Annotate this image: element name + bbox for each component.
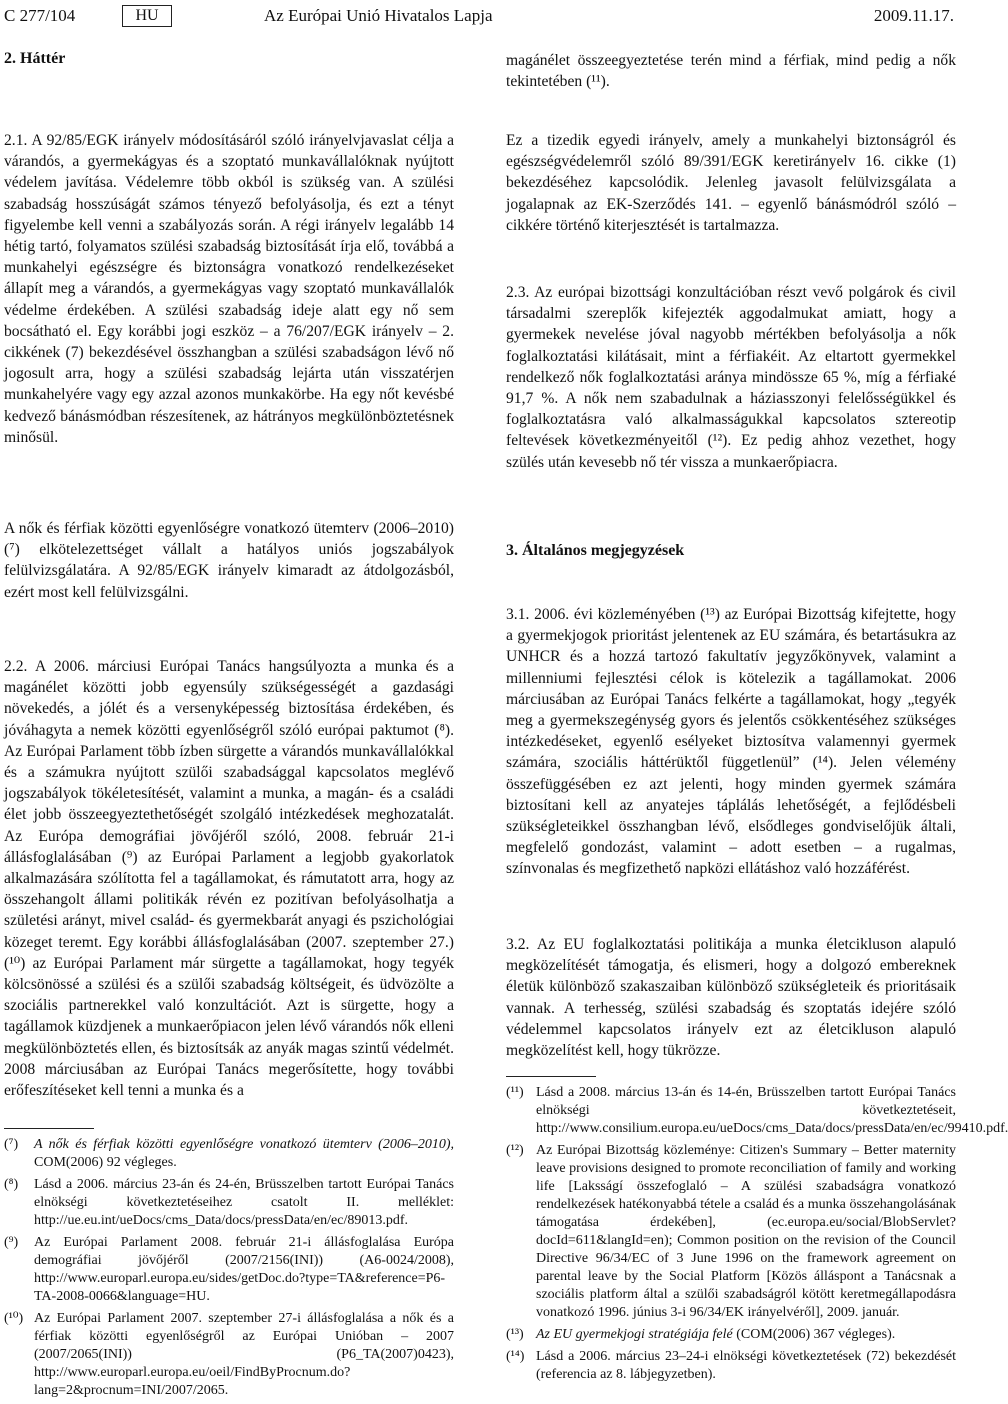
footnote-text: Lásd a 2006. március 23-án és 24-én, Brüsszelben tartott Európai Tanács elnökségi következtetéseihez csatolt II. melléklet: http://ue.eu.int/ueDocs/cms_Data/docs/pressData/en/ec/89013.pdf. [34, 1177, 454, 1228]
page-ref: C 277/104 [4, 6, 76, 25]
footnote-text: Az Európai Parlament 2007. szeptember 27-i állásfoglalása a nők és a férfiak közötti egyenlőségről az Európai Unióban – 2007 (2007/2065(INI)) (P6_TA(2007)0423), http://www.europarl.europa.eu/oeil/FindByProcnum.do?lang=2&procnum=INI/2007/2065. [34, 1311, 454, 1398]
publication-date: 2009.11.17. [873, 6, 954, 25]
paragraph-3-1: 3.1. 2006. évi közleményében (¹³) az Európai Bizottság kifejtette, hogy a gyermekjogok prioritást jelentenek az EU számára, és betartásukra az UNHCR és a hozzá tartozó fakultatív jegyzőkönyvek, valamint a millenniumi fejlesztési célok is kötelezik a tagállamokat. 2006 márciusában az Európai Tanács felkérte a tagállamokat, hogy „tegyék meg a gyermekszegénység gyors és jelentős csökkentéséhez szükséges intézkedéseket, egyenlő esélyeket biztosítva valamennyi gyermek számára, szociális háttérüktől függetlenül” (¹⁴). Jelen vélemény összefüggésében ez azt jelenti, hogy minden gyermek számára biztosítani kell az anyatejes táplálás lehetőségét, a fejlődésbeli szükségleteikkel összhangban lévő, elsődleges gondviselőjük általi, megfelelő gondozást, valamint – adott esetben – a rugalmas, színvonalas és megfizethető napközi ellátáshoz való hozzáférést. [506, 606, 956, 878]
footnote-number: (⁹) [4, 1235, 19, 1250]
section-heading-background: 2. Háttér [4, 50, 66, 67]
paragraph-directive: Ez a tizedik egyedi irányelv, amely a munkahelyi biztonságról és egészségvédelemről szóló 89/391/EGK keretirányelv 16. cikke (1) bekezdéséhez kapcsolódik. Jelenleg javasolt felülvizsgálata a jogalapnak az EK-Szerződés 141. – egyenlő bánásmódról szóló – cikkére történő kiterjesztését is tartalmazza. [506, 132, 956, 234]
footnote-separator [4, 1128, 94, 1129]
footnote [506, 1084, 1008, 1138]
footnote-italic-text: A nők és férfiak közötti egyenlőségre vonatkozó ütemterv (2006–2010), [34, 1137, 454, 1152]
footnote-number: (¹⁰) [4, 1311, 24, 1326]
footnote-text: Az Európai Parlament 2008. február 21-i állásfoglalása Európa demográfiai jövőjéről (2007/2156(INI)) (A6-0024/2008), http://www.europarl.europa.eu/sides/getDoc.do?type=TA&reference=P6-TA-2008-0066&language=HU. [34, 1235, 454, 1304]
footnote-text: COM(2006) 92 végleges. [34, 1155, 177, 1170]
paragraph-2-3: 2.3. Az európai bizottsági konzultációban részt vevő polgárok és civil társadalmi szereplők kifejezték aggodalmukat amiatt, hogy a gyermekek nevelése jóval nagyobb mértékben befolyásolja a nők foglalkoztatási kilátásait, mint a férfiakéit. Az eltartott gyermekkel rendelkező nők foglalkoztatási aránya mindössze 65 %, míg a férfiaké 91,7 %. A nők nem szabadulnak a háziasszonyi felelősségükkel és foglalkoztatásra való alkalmasságukkal kapcsolatos sztereotip feltevések következményeitől (¹²). Ez pedig ahhoz vezethet, hogy szülés után kevesebb nő tér vissza a munkaerőpiacra. [506, 284, 956, 471]
footnote-number: (¹³) [506, 1327, 524, 1342]
paragraph-2-1: 2.1. A 92/85/EGK irányelv módosításáról szóló irányelvjavaslat célja a várandós, a gyermekágyas és a szoptató munkavállalóknak nyújtott védelem javítása. Védelemre több okból is szükség van. A szülési szabadság hosszúságát számos tényező befolyásolja, és ezt a tényt figyelembe kell venni a szabályozás során. A régi irányelv legalább 14 hétig tartó, folyamatos szülési szabadság biztosítását írja elő, továbbá a munkahelyi egészségre és biztonságra vonatkozó rendelkezéseket állapít meg a várandós, a gyermekágyas vagy szoptató munkavállalók védelme érdekében. A szülési szabadság ideje alatt egy nő sem bocsátható el. Egy korábbi jogi eszköz – a 76/207/EGK irányelv – 2. cikkének (7) bekezdésével összhangban a szülési szabadságon lévő nő jogosult arra, hogy a szülési szabadság lejárta után visszatérjen munkahelyére vagy egy azzal azonos munkakörbe. Ha egy nőt kevésbé kedvező bánásmódban részesítenek, az hátrányos megkülönböztetésnek minősül. [4, 132, 454, 446]
footnote-number: (¹¹) [506, 1085, 524, 1100]
footnote-italic-text: Az EU gyermekjogi stratégiája felé [536, 1327, 733, 1342]
footnote-number: (⁷) [4, 1137, 19, 1152]
footnote-text: Lásd a 2006. március 23–24-i elnökségi következtetések (72) bekezdését (referencia az 8. lábjegyzetben). [536, 1349, 956, 1382]
footnote-text: (COM(2006) 367 végleges). [732, 1327, 896, 1342]
footnotes-left [4, 1136, 454, 1404]
paragraph-2-2: 2.2. A 2006. márciusi Európai Tanács hangsúlyozta a munka és a magánélet közötti jobb egyensúly szükségességét a gazdasági növekedés, a jólét és a versenyképesség biztosítása érdekében, és jóváhagyta a nemek közötti egyenlőségről szóló európai paktumot (⁸). Az Európai Parlament több ízben sürgette a várandós munkavállalókkal és a számukra nyújtott szülői szabadsággal kapcsolatos meglévő jogszabályok tökéletesítését, valamint a munka, a magán- és a családi élet jobb összeegyeztethetőségét szolgáló intézkedések meghozatalát. Az Európa demográfiai jövőjéről szóló, 2008. február 21-i állásfoglalásában (⁹) az Európai Parlament a legjobb gyakorlatok alkalmazására szólította fel a tagállamokat, és rámutatott arra, hogy az összehangolt állami politikák révén ez pozitívan befolyásolhatja a születési arányt, mivel család- és gyermekbarát anyagi és pszichológiai közeget teremt. Egy korábbi állásfoglalásában (2007. szeptember 27.) (¹⁰) az Európai Parlament már sürgette a tagállamokat, hogy tegyék kölcsönössé a szülési és a szülői szabadság költségeit, és üdvözölte a szociális partnerekkel való konzultációt. Azt is sürgette, hogy a tagállamok küzdjenek a munkaerőpiacon jelen lévő várandós nők elleni megkülönböztetés ellen, és biztosítsák az anyák magas szintű védelmét. 2008 márciusában az Európai Tanács megerősítette, hogy további erőfeszítéseket kell tenni a munka és a [4, 658, 454, 1100]
page-header [4, 4, 954, 28]
footnote [4, 1310, 454, 1400]
paragraph-3-2: 3.2. Az EU foglalkoztatási politikája a munka életcikluson alapuló megközelítését támogatja, és elismeri, hogy a dolgozó embereknek életük különböző szakaszaiban különböző szükségleteik és prioritásaik vannak. A terhesség, szülési szabadság és szoptatás idejére szóló védelemmel kapcsolatos irányelv ezt az életcikluson alapuló megközelítést kell, hogy tükrözze. [506, 936, 956, 1060]
section-heading-general: 3. Általános megjegyzések [506, 542, 685, 559]
journal-title: Az Európai Unió Hivatalos Lapja [264, 6, 493, 25]
footnote [4, 1176, 454, 1230]
footnote [506, 1348, 956, 1384]
footnote [506, 1142, 956, 1322]
paragraph-roadmap: A nők és férfiak közötti egyenlőségre vonatkozó ütemterv (2006–2010) (⁷) elkötelezettséget vállalt a hatályos uniós jogszabályok felülvizsgálatára. A 92/85/EGK irányelv kimaradt az átdolgozásból, ezért most kell felülvizsgálni. [4, 520, 454, 601]
footnote-number: (¹⁴) [506, 1349, 525, 1364]
paragraph-continuation: magánélet összeegyeztetése terén mind a férfiak, mind pedig a nők tekintetében (¹¹). [506, 52, 956, 91]
footnote [4, 1234, 454, 1306]
footnote-separator-right [506, 1076, 596, 1077]
footnote [4, 1136, 454, 1172]
footnotes-right [506, 1084, 1008, 1388]
footnote-number: (¹²) [506, 1143, 524, 1158]
footnote-number: (⁸) [4, 1177, 19, 1192]
footnote [506, 1326, 956, 1344]
language-box: HU [122, 5, 172, 27]
footnote-text: Az Európai Bizottság közleménye: Citizen's Summary – Better maternity leave provisions designed to promote reconciliation of family and working life [Laksságí összefoglaló – A szülési szabadságra vonatkozó rendelkezések hatékonyabbá tétele a család és a munka összehangolásának támogatása érdekében], (ec.europa.eu/social/BlobServlet?docId=611&langId=en); Common position on the revision of the Council Directive 96/34/EC of 3 June 1996 on the framework agreement on parental leave by the Social Platform [Közös álláspont a Tanácsnak a szociális platform által a szülői szabadságról kötött keretmegállapodásra vonatkozó 1996. június 3-i 96/34/EK irányelvéről], 2009. január. [536, 1143, 956, 1320]
footnote-text: Lásd a 2008. március 13-án és 14-én, Brüsszelben tartott Európai Tanács elnökségi következtetéseit, http://www.consilium.europa.eu/ueDocs/cms_Data/docs/pressData/en/ec/99410.pdf. [536, 1085, 1008, 1136]
